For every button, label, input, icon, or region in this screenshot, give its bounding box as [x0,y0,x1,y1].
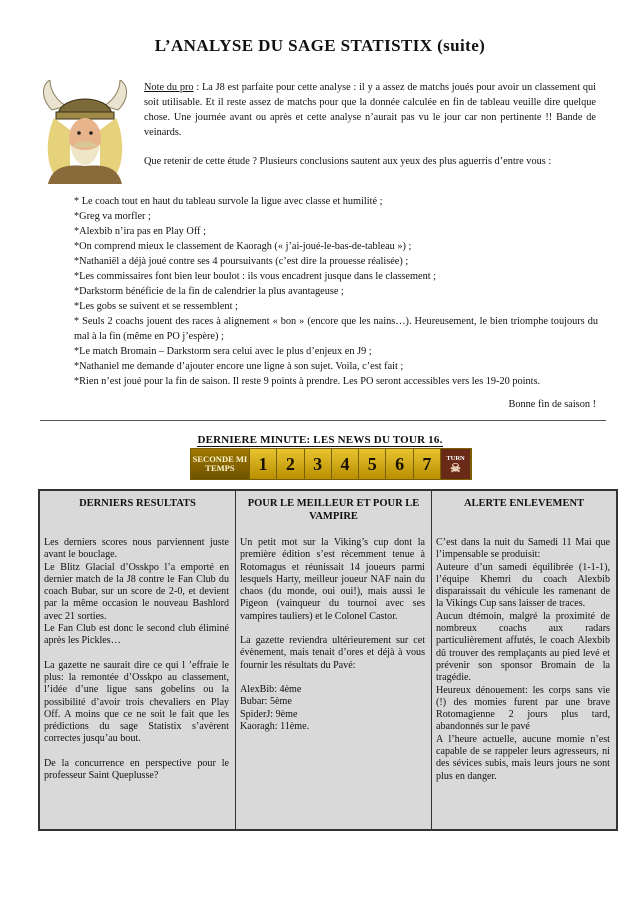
list-item: *Le match Bromain – Darkstorm sera celui avec le plus d’enjeux en J9 ; [74,346,372,357]
conclusions-list [64,194,598,389]
turn-number: 6 [386,449,413,479]
paragraph: Les derniers scores nous parviennent juste avant le bouclage. [44,537,229,561]
section-divider [40,420,606,421]
news-column-results [40,491,236,829]
list-item: *Darkstorm bénéficie de la fin de calendrier la plus avantageuse ; [74,286,344,297]
skull-icon: ☠ [450,460,461,475]
turn-number: 2 [277,449,304,479]
turn-end-label: TURN [446,454,465,462]
spacer [240,623,425,635]
turn-track [190,448,472,480]
list-item: * Le coach tout en haut du tableau survole la ligue avec classe et humilité ; [74,196,383,207]
column-heading: POUR LE MEILLEUR ET POUR LE VAMPIRE [247,498,420,522]
column-heading: DERNIERS RESULTATS [79,498,196,509]
signoff: Bonne fin de saison ! [508,399,596,410]
news-heading [0,434,640,446]
list-item: *Alexbib n’ira pas en Play Off ; [74,226,206,237]
paragraph: De la concurrence en perspective pour le professeur Saint Queplusse? [44,757,229,782]
turn-track-lead: SECONDE MI TEMPS [191,449,250,479]
list-item: *Greg va morfler ; [74,211,151,222]
column-heading: ALERTE ENLEVEMENT [463,498,585,509]
spacer [240,672,425,684]
turn-number: 3 [305,449,332,479]
paragraph: AlexBib: 4ème [240,683,302,695]
paragraph: La gazette ne saurait dire ce qui l ’effraie le plus: la remontée d’Osskpo au classement, l’idée d’une ligue sans gobelins ou la possibilité d’avoir trois chevaliers en Play Off. A moins que ce ne soit le fait que les prédictions du sage Statistix s’avèrent correctes jusqu’au bout. [44,659,229,745]
paragraph: SpiderJ: 9ème [240,708,298,720]
paragraph: Aucun dtémoin, malgré la proximité de nombreux coachs aux radars particulièrement affutés, le coach Alexbib dû trouver des remplaçants au pied levé et prévenir son sponsor Bromain de la tragédie. [436,610,610,684]
paragraph: Un petit mot sur la Viking’s cup dont la première édition s’est récemment tenue à Rotomagus et réunissait 14 joueurs parmi lesquels Harty, meilleur joueur NAF nain du chaos (du monde, oui oui!), mais aussi le Pigeon (vainqueur du tournoi avec ses vampires tauliers) et le Colonel Castor. [240,537,425,622]
paragraph: Kaoragh: 11ème. [240,720,310,732]
question-text: Que retenir de cette étude ? Plusieurs conclusions sautent aux yeux des plus aguerris d’entre vous : [144,156,552,167]
column-body [240,537,425,733]
paragraph: Heureux dénouement: les corps sans vie (!) des momies furent par une brave Rotomagienne 2 jours plus tard, abandonnés sur le pavé [436,684,610,733]
list-item: * Seuls 2 coachs jouent des races à alignement « bon » (encore que les nains…). Heureusement, le bien triomphe toujours du mal à la fin (même en PO j’espère) ; [74,316,598,342]
turn-end-marker [441,449,471,479]
list-item: *Les commissaires font bien leur boulot : ils vous encadrent jusque dans le classement ; [74,271,437,282]
spacer [44,746,229,758]
column-body [44,537,229,782]
paragraph: A l’heure actuelle, aucune momie n’est capable de se rappeler leurs agresseurs, ni des sévices subis, mais leurs jours ne sont plus en danger. [436,733,610,782]
news-column-vampire [236,491,432,829]
spacer [44,648,229,660]
list-item: *Les gobs se suivent et se ressemblent ; [74,301,238,312]
viking-portrait-image [40,80,130,184]
paragraph: Le Blitz Glacial d’Osskpo l’a emporté en dernier match de la J8 contre le Fan Club du coach Bubar, sur un score de 2-0, et devient par la même occasion le nouveau Bashlord avec 21 sorties. [44,561,229,622]
page-title: L’ANALYSE DU SAGE STATISTIX (suite) [154,36,486,55]
turn-number: 1 [250,449,277,479]
list-item: *Nathaniël a déjà joué contre ses 4 poursuivants (c’est dire la prouesse réalisée) ; [74,256,409,267]
news-box [38,489,618,831]
list-item: *Nathaniel me demande d’ajouter encore une ligne à son sujet. Voila, c’est fait ; [74,361,404,372]
list-item: *Rien n’est joué pour la fin de saison. Il reste 9 points à prendre. Les PO seront accessibles vers les 19-20 points. [74,376,541,387]
turn-number: 7 [414,449,441,479]
paragraph: Bubar: 5ème [240,696,292,708]
column-body [436,537,610,783]
paragraph: C’est dans la nuit du Samedi 11 Mai que l’impensable se produisit: [436,537,610,561]
note-label: Note du pro [144,82,194,93]
list-item: *On comprend mieux le classement de Kaoragh (« j’ai-joué-le-bas-de-tableau ») ; [74,241,412,252]
paragraph: Le Fan Club est donc le second club éliminé après les Pickles… [44,623,229,647]
news-column-alert [432,491,616,829]
paragraph: Auteure d’un samedi équilibrée (1-1-1), l’équipe Khemri du coach Alexbib disparaissait du véhicule les ramenant de la Vikings Cup sans laisser de traces. [436,561,610,610]
note-text: : La J8 est parfaite pour cette analyse : il y a assez de matchs joués pour avoir un classement qui soit utilisable. Et il reste assez de matchs pour que la donnée calculée en fin de tableau veuille dire quelque chose. Une journée avant ou après et cette analyse n’aurait pas vu le jour car non pertinente !! Bande de veinards. [144,82,596,138]
pro-note [144,80,596,140]
turn-number: 5 [359,449,386,479]
news-title: DERNIERE MINUTE: LES NEWS DU TOUR 16. [197,434,443,446]
turn-number: 4 [332,449,359,479]
paragraph: La gazette reviendra ultérieurement sur cet évènement, mais tenait d’ores et déjà à vous fournir les résultats du Pavé: [240,635,425,671]
